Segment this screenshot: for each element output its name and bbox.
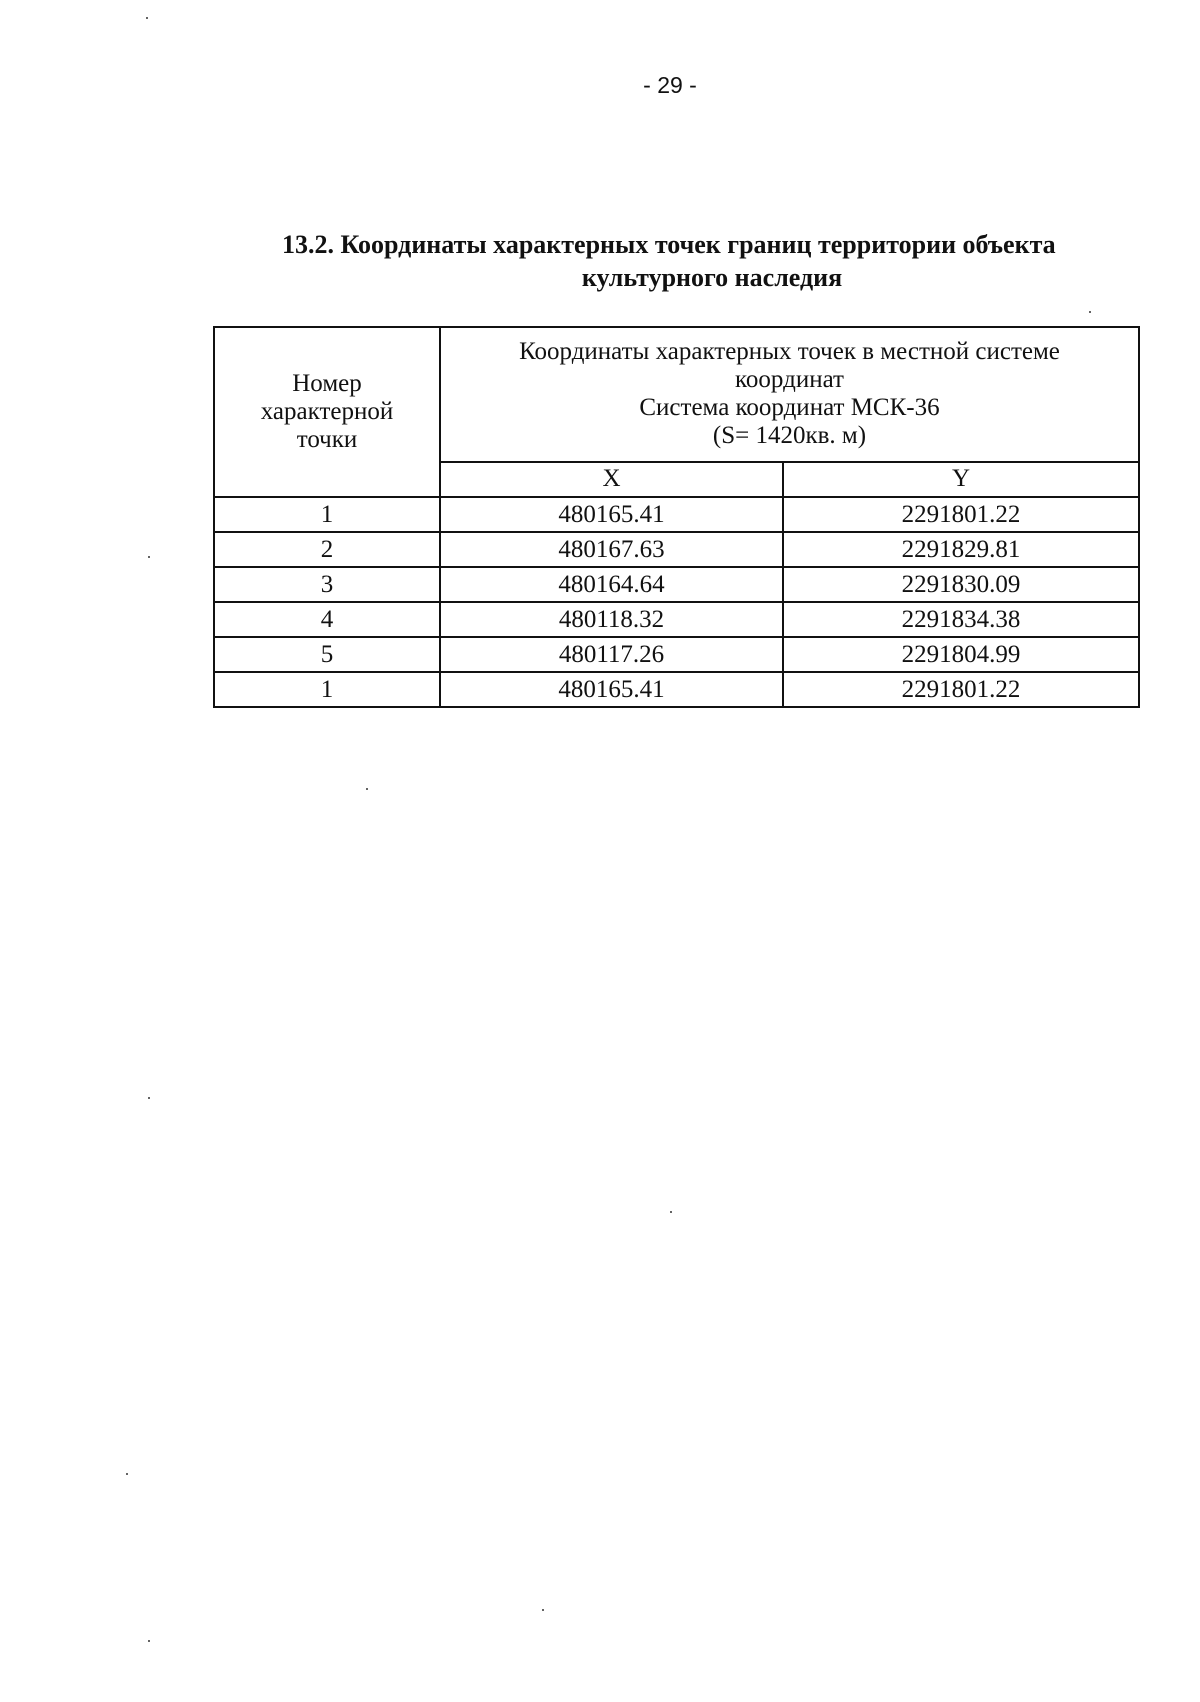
coordinate-system-header bbox=[440, 327, 1139, 462]
table-row bbox=[214, 532, 1139, 567]
point-number-cell: 1 bbox=[214, 672, 440, 707]
table-row bbox=[214, 497, 1139, 532]
scan-speck bbox=[542, 1609, 544, 1611]
y-coordinate-cell: 2291829.81 bbox=[783, 532, 1139, 567]
scan-speck bbox=[126, 1473, 128, 1475]
section-heading bbox=[282, 228, 1142, 294]
x-coordinate-cell: 480167.63 bbox=[440, 532, 783, 567]
point-number-header-line: Номер bbox=[292, 370, 362, 397]
scan-speck bbox=[148, 1640, 150, 1642]
scan-speck bbox=[148, 556, 150, 558]
x-coordinate-cell: 480117.26 bbox=[440, 637, 783, 672]
table-row bbox=[214, 567, 1139, 602]
point-number-header-line: точки bbox=[296, 426, 358, 453]
point-number-cell: 5 bbox=[214, 637, 440, 672]
scan-speck bbox=[670, 1211, 672, 1213]
scan-speck bbox=[1089, 311, 1091, 313]
scan-speck bbox=[146, 17, 148, 19]
point-number-cell: 4 bbox=[214, 602, 440, 637]
point-number-cell: 3 bbox=[214, 567, 440, 602]
section-heading-line-2: культурного наследия bbox=[581, 263, 843, 292]
y-coordinate-cell: 2291801.22 bbox=[783, 672, 1139, 707]
y-column-header: Y bbox=[783, 462, 1139, 497]
coordinate-system-header-line: координат bbox=[735, 366, 844, 394]
coordinate-system-header-line: (S= 1420кв. м) bbox=[712, 422, 867, 450]
table-row bbox=[214, 602, 1139, 637]
y-coordinate-cell: 2291834.38 bbox=[783, 602, 1139, 637]
y-coordinate-cell: 2291830.09 bbox=[783, 567, 1139, 602]
x-column-header: X bbox=[440, 462, 783, 497]
y-coordinate-cell: 2291804.99 bbox=[783, 637, 1139, 672]
x-coordinate-cell: 480164.64 bbox=[440, 567, 783, 602]
point-number-cell: 1 bbox=[214, 497, 440, 532]
point-number-cell: 2 bbox=[214, 532, 440, 567]
table-row bbox=[214, 672, 1139, 707]
coordinate-system-header-line: Система координат МСК-36 bbox=[639, 394, 940, 422]
point-number-header-line: характерной bbox=[260, 398, 394, 425]
x-coordinate-cell: 480118.32 bbox=[440, 602, 783, 637]
scan-speck bbox=[148, 1097, 150, 1099]
y-coordinate-cell: 2291801.22 bbox=[783, 497, 1139, 532]
x-coordinate-cell: 480165.41 bbox=[440, 497, 783, 532]
coordinates-table bbox=[213, 326, 1140, 708]
table-row bbox=[214, 637, 1139, 672]
page-number: - 29 - bbox=[643, 72, 697, 98]
point-number-header bbox=[214, 327, 440, 497]
section-heading-line-1: 13.2. Координаты характерных точек границ территории объекта bbox=[282, 230, 1056, 259]
scan-speck bbox=[366, 788, 368, 790]
coordinate-system-header-line: Координаты характерных точек в местной системе bbox=[519, 338, 1060, 366]
x-coordinate-cell: 480165.41 bbox=[440, 672, 783, 707]
